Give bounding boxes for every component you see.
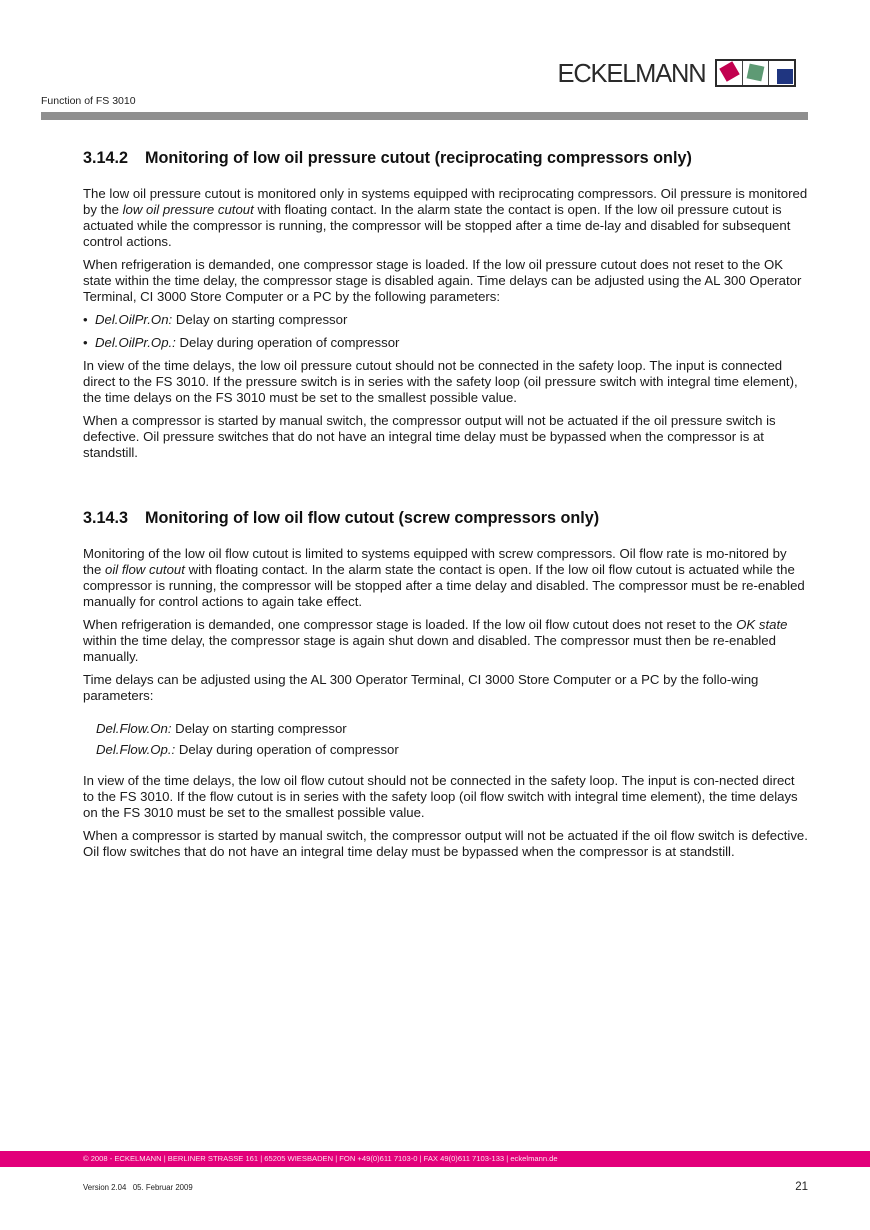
section-3-14-2 [83,140,808,461]
paragraph [83,546,808,610]
parameter-line [96,721,808,737]
paragraph: When a compressor is started by manual switch, the compressor output will not be actuated if the oil pressure switch is defective. Oil pressure switches that do not have an integral time delay must be bypassed when the compressor is at standstill. [83,413,776,460]
logo-squares-icon [715,59,796,87]
parameter-line [96,742,808,758]
blue-square-icon [777,69,793,84]
section-heading [83,140,808,176]
text-run: The low oil pressure cutout is monitored only in systems equipped with reciprocating compressors. Oil pressure is monitored by the [83,186,808,217]
logo-wordmark: ECKELMANN [557,58,706,88]
logo-cell-red [717,61,743,85]
paragraph [83,186,808,250]
section-heading [83,500,808,536]
spacer [83,763,808,773]
green-square-icon [747,64,765,82]
bullet-icon: • [83,335,88,350]
text-run: Monitoring of the low oil flow cutout is limited to systems equipped with screw compressors. Oil flow rate is mo-nitored by the [83,546,787,577]
header-rule [41,112,808,120]
parameter-name: Del.OilPr.Op.: [95,335,176,350]
parameter-name: Del.Flow.Op.: [96,742,176,757]
page-content [83,140,808,867]
emphasis-term: oil flow cutout [105,562,185,577]
footer-contact-text: © 2008 - ECKELMANN | BERLINER STRASSE 161 | 65205 WIESBADEN | FON +49(0)611 7103-0 | FAX 49(0)611 7103-133 | eckelmann.de [83,1154,558,1163]
parameter-description: Delay on starting compressor [171,721,347,736]
text-run: with floating contact. In the alarm state the contact is open. If the low oil pressure cutout is actuated while the compressor is running, the compressor will be stopped after a time de-lay and disabled for subsequent control actions. [83,202,791,249]
text-run: with floating contact. In the alarm state the contact is open. If the low oil flow cutout is actuated while the compressor is running, the compressor will be stopped after a time delay and disabled. The compressor must be re-enabled manually for control actions to again take effect. [83,562,805,609]
section-gap [83,468,808,500]
section-number: 3.14.2 [83,149,129,167]
logo-cell-blue [769,61,794,85]
parameter-bullet [83,312,808,328]
paragraph: In view of the time delays, the low oil flow cutout should not be connected in the safety loop. The input is con-nected direct to the FS 3010. If the flow cutout is in series with the safety loop (oil flow switch with integral time element), the time delays on the FS 3010 must be set to the smallest possible value. [83,773,798,820]
eckelmann-logo [556,58,796,88]
footer-contact-strip [0,1151,870,1167]
bullet-icon: • [83,312,88,327]
section-title: Monitoring of low oil pressure cutout (reciprocating compressors only) [145,149,692,167]
red-square-icon [719,61,739,81]
section-title: Monitoring of low oil flow cutout (screw compressors only) [145,509,600,527]
text-run: within the time delay, the compressor stage is again shut down and disabled. The compressor must then be re-enabled manually. [83,633,776,664]
page-number: 21 [795,1181,808,1193]
section-number: 3.14.3 [83,509,129,527]
emphasis-term: low oil pressure cutout [122,202,254,217]
parameter-description: Delay during operation of compressor [175,742,399,757]
paragraph [83,617,808,665]
paragraph: When a compressor is started by manual switch, the compressor output will not be actuated if the oil flow switch is defective. Oil flow switches that do not have an integral time delay must be bypassed when the compressor is at standstill. [83,828,808,859]
text-run: When refrigeration is demanded, one compressor stage is loaded. If the low oil flow cutout does not reset to the [83,617,737,632]
emphasis-term: OK state [736,617,788,632]
spacer [83,711,808,721]
paragraph: Time delays can be adjusted using the AL 300 Operator Terminal, CI 3000 Store Computer or a PC by the follo-wing parameters: [83,672,759,703]
parameter-name: Del.OilPr.On: [95,312,173,327]
section-3-14-3 [83,500,808,860]
running-title: Function of FS 3010 [41,95,136,107]
parameter-name: Del.Flow.On: [96,721,172,736]
paragraph: When refrigeration is demanded, one compressor stage is loaded. If the low oil pressure cutout does not reset to the OK state within the time delay, the compressor stage is disabled again. Time delays can be adjusted using the AL 300 Operator Terminal, CI 3000 Store Computer or a PC by the following parameters: [83,257,802,304]
logo-cell-green [743,61,769,85]
parameter-bullet [83,335,808,351]
parameter-description: Delay on starting compressor [172,312,348,327]
version-date: Version 2.04 05. Februar 2009 [83,1183,193,1192]
parameter-description: Delay during operation of compressor [175,335,400,350]
paragraph: In view of the time delays, the low oil pressure cutout should not be connected in the safety loop. The input is connected direct to the FS 3010. If the pressure switch is in series with the safety loop (oil pressure switch with integral time element), the time delays on the FS 3010 must be set to the smallest possible value. [83,358,798,405]
